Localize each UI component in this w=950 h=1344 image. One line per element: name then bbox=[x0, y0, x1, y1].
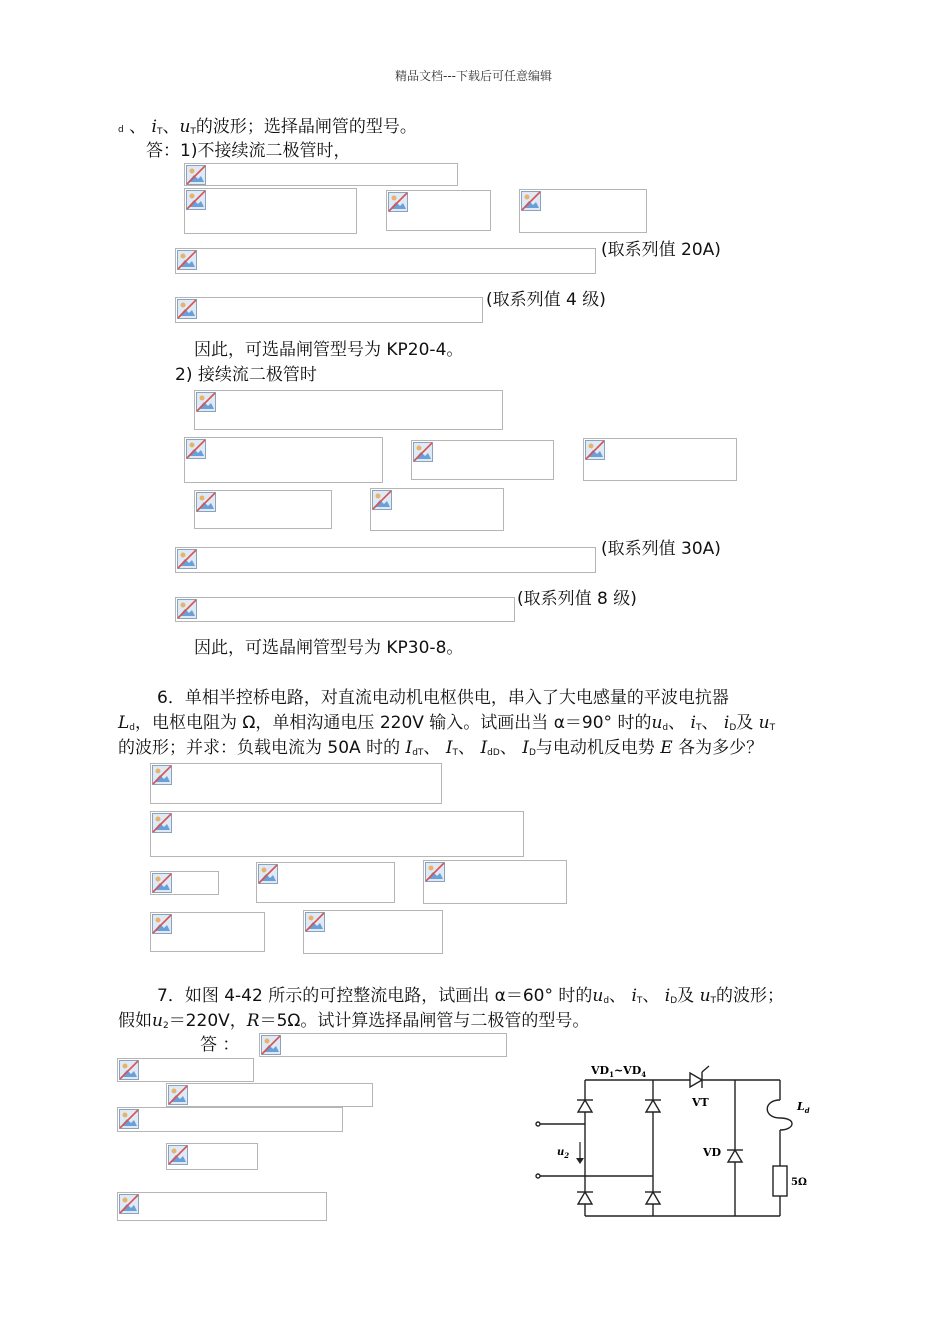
conclusion-kp20: 因此，可选晶闸管型号为 KP20-4。 bbox=[194, 340, 464, 360]
q5-intro-line: d 、 $i_T$、$u_T$的波形；选择晶闸管的型号。 bbox=[118, 117, 417, 137]
diode-vd3 bbox=[578, 1192, 592, 1204]
q7-line2: 假如$u_2=220V$，R＝5Ω。试计算选择晶闸管与二极管的型号。 bbox=[118, 1011, 590, 1031]
equation-image bbox=[184, 437, 383, 483]
equation-image bbox=[117, 1192, 327, 1221]
broken-image-icon bbox=[196, 492, 216, 512]
label-ld: $L_d$ bbox=[797, 1100, 810, 1115]
broken-image-icon bbox=[152, 765, 172, 785]
broken-image-icon bbox=[168, 1085, 188, 1105]
equation-image bbox=[303, 910, 443, 954]
q6-line3: 的波形；并求：负载电流为 50A 时的 $I_{dT}$、 $I_T$、 $I_{dD}$、 $I_D$与电动机反电势 E 各为多少？ bbox=[118, 738, 764, 758]
label-u2: $u_2$ bbox=[557, 1147, 570, 1160]
broken-image-icon bbox=[372, 490, 392, 510]
equation-image bbox=[166, 1143, 258, 1170]
broken-image-icon bbox=[585, 440, 605, 460]
broken-image-icon bbox=[177, 299, 197, 319]
equation-image bbox=[175, 597, 515, 622]
circuit-diagram bbox=[525, 1058, 815, 1223]
series-note-8: (取系列值 8 级) bbox=[517, 589, 637, 609]
broken-image-icon bbox=[388, 192, 408, 212]
equation-image bbox=[519, 189, 647, 233]
broken-image-icon bbox=[177, 250, 197, 270]
equation-image bbox=[184, 163, 458, 186]
q7-line1: 7．如图 4-42 所示的可控整流电路，试画出 α＝60° 时的$u_d$、 $i_T$、 $i_D$及 $u_T$的波形； bbox=[157, 986, 785, 1006]
equation-image bbox=[259, 1033, 507, 1057]
broken-image-icon bbox=[186, 165, 206, 185]
broken-image-icon bbox=[186, 190, 206, 210]
broken-image-icon bbox=[119, 1109, 139, 1129]
q5-part2-label: 2) 接续流二极管时 bbox=[175, 365, 317, 385]
broken-image-icon bbox=[168, 1145, 188, 1165]
broken-image-icon bbox=[119, 1060, 139, 1080]
broken-image-icon bbox=[186, 439, 206, 459]
thyristor-vt bbox=[690, 1073, 702, 1087]
broken-image-icon bbox=[425, 862, 445, 882]
broken-image-icon bbox=[152, 914, 172, 934]
broken-image-icon bbox=[152, 813, 172, 833]
equation-image bbox=[150, 912, 265, 952]
broken-image-icon bbox=[521, 191, 541, 211]
equation-image bbox=[117, 1058, 254, 1082]
equation-image bbox=[175, 248, 596, 274]
q6-line2: $L_d$，电枢电阻为 Ω，单相沟通电压 220V 输入。试画出当 α＝90° 时的$u_d$、 $i_T$、 $i_D$及 $u_T$ bbox=[118, 713, 776, 733]
equation-image bbox=[175, 297, 483, 323]
diode-vd1 bbox=[578, 1100, 592, 1112]
equation-image bbox=[423, 860, 567, 904]
diode-vd4 bbox=[646, 1192, 660, 1204]
equation-image bbox=[184, 188, 357, 234]
broken-image-icon bbox=[305, 912, 325, 932]
equation-image bbox=[411, 440, 554, 480]
label-resistor: 5Ω bbox=[791, 1177, 807, 1188]
broken-image-icon bbox=[177, 599, 197, 619]
broken-image-icon bbox=[119, 1194, 139, 1214]
equation-image bbox=[386, 190, 491, 231]
equation-image bbox=[194, 390, 503, 430]
label-vd1-vd4: $VD_1\sim VD_4$ bbox=[591, 1064, 647, 1079]
q6-line1: 6．单相半控桥电路，对直流电动机电枢供电，串入了大电感量的平波电抗器 bbox=[157, 688, 729, 708]
diode-vd2 bbox=[646, 1100, 660, 1112]
broken-image-icon bbox=[152, 873, 172, 893]
broken-image-icon bbox=[413, 442, 433, 462]
broken-image-icon bbox=[177, 549, 197, 569]
series-note-30a: (取系列值 30A) bbox=[601, 539, 721, 559]
conclusion-kp30: 因此，可选晶闸管型号为 KP30-8。 bbox=[194, 638, 464, 658]
equation-image bbox=[194, 490, 332, 529]
equation-image bbox=[583, 438, 737, 481]
q5-answer-label: 答：1)不接续流二极管时， bbox=[146, 141, 351, 161]
equation-image bbox=[150, 763, 442, 804]
label-vt: VT bbox=[692, 1096, 709, 1109]
equation-image bbox=[256, 862, 395, 903]
equation-image bbox=[166, 1083, 373, 1107]
equation-image bbox=[117, 1107, 343, 1132]
equation-image bbox=[175, 547, 596, 573]
q7-answer-label: 答 ： bbox=[200, 1035, 240, 1055]
broken-image-icon bbox=[261, 1035, 281, 1055]
label-vd: VD bbox=[703, 1146, 722, 1159]
diode-vd bbox=[728, 1150, 742, 1162]
series-note-4: (取系列值 4 级) bbox=[486, 290, 606, 310]
series-note-20a: (取系列值 20A) bbox=[601, 240, 721, 260]
equation-image bbox=[150, 811, 524, 857]
page-header: 精品文档---下载后可任意编辑 bbox=[395, 69, 552, 83]
broken-image-icon bbox=[258, 864, 278, 884]
broken-image-icon bbox=[196, 392, 216, 412]
equation-image bbox=[150, 871, 219, 895]
equation-image bbox=[370, 488, 504, 531]
